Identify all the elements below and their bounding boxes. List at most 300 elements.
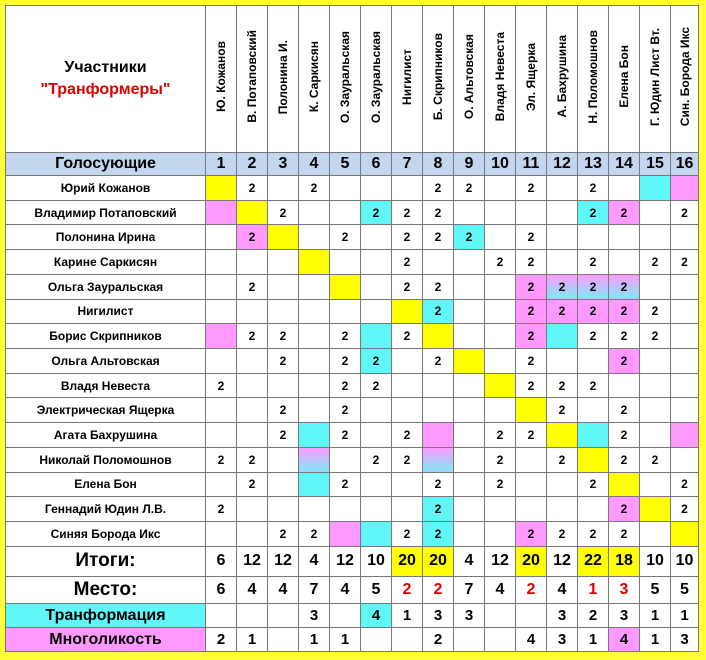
places-value: 4: [547, 576, 578, 604]
vote-cell: [206, 349, 237, 374]
participant-header: [206, 6, 237, 153]
participant-number: 3: [268, 153, 299, 176]
vote-cell: 2: [392, 200, 423, 225]
vote-cell: [330, 522, 361, 547]
vote-cell: [361, 472, 392, 497]
vote-cell: [330, 447, 361, 472]
vote-cell: [392, 299, 423, 324]
vote-cell: [237, 398, 268, 423]
vote-cell: 2: [671, 472, 699, 497]
vote-cell: [423, 373, 454, 398]
vote-cell: [237, 497, 268, 522]
vote-cell: [485, 349, 516, 374]
vote-cell: [671, 349, 699, 374]
vote-cell: [299, 497, 330, 522]
vote-cell: [454, 373, 485, 398]
participant-name: Н. Поломошнов: [586, 29, 600, 124]
vote-cell: [578, 225, 609, 250]
voter-name: Синяя Борода Икс: [6, 522, 206, 547]
vote-cell: 2: [237, 447, 268, 472]
vote-cell: [485, 274, 516, 299]
vote-cell: 2: [609, 349, 640, 374]
table-row: [6, 423, 699, 448]
voter-name: Владимир Потаповский: [6, 200, 206, 225]
voter-name: Николай Поломошнов: [6, 447, 206, 472]
table-row: [6, 175, 699, 200]
vote-cell: 2: [485, 250, 516, 275]
vote-cell: [516, 200, 547, 225]
vote-cell: 2: [609, 200, 640, 225]
vote-cell: [671, 274, 699, 299]
vote-cell: 2: [268, 324, 299, 349]
vote-cell: [206, 398, 237, 423]
multiface-value: 4: [516, 628, 547, 652]
vote-cell: [206, 225, 237, 250]
vote-cell: [299, 324, 330, 349]
vote-cell: [640, 274, 671, 299]
vote-cell: [578, 497, 609, 522]
vote-cell: [609, 250, 640, 275]
vote-cell: [640, 423, 671, 448]
places-value: 5: [361, 576, 392, 604]
vote-cell: 2: [671, 250, 699, 275]
vote-cell: [547, 175, 578, 200]
places-value: 5: [671, 576, 699, 604]
participant-name: Г. Юдин Лист Вт.: [648, 27, 662, 126]
vote-cell: 2: [640, 324, 671, 349]
vote-cell: 2: [268, 522, 299, 547]
vote-cell: [578, 398, 609, 423]
table-row: [6, 447, 699, 472]
vote-cell: 2: [392, 447, 423, 472]
multiface-value: 1: [299, 628, 330, 652]
vote-cell: [423, 398, 454, 423]
voter-name: Карине Саркисян: [6, 250, 206, 275]
voting-table: [5, 5, 699, 652]
participant-header: [330, 6, 361, 153]
participant-header: [423, 6, 454, 153]
vote-cell: 2: [299, 175, 330, 200]
transformation-value: 3: [609, 604, 640, 628]
vote-cell: [671, 225, 699, 250]
vote-cell: [609, 373, 640, 398]
vote-cell: [454, 274, 485, 299]
places-row: [6, 576, 699, 604]
vote-cell: [237, 200, 268, 225]
vote-cell: 2: [206, 373, 237, 398]
vote-cell: [671, 299, 699, 324]
vote-cell: [547, 225, 578, 250]
vote-cell: [392, 373, 423, 398]
vote-cell: 2: [392, 522, 423, 547]
vote-cell: 2: [330, 349, 361, 374]
vote-cell: 2: [237, 274, 268, 299]
participant-header: [547, 6, 578, 153]
vote-cell: [206, 299, 237, 324]
table-row: [6, 299, 699, 324]
vote-cell: 2: [578, 200, 609, 225]
vote-cell: 2: [423, 349, 454, 374]
vote-cell: [516, 472, 547, 497]
vote-cell: 2: [671, 200, 699, 225]
transformation-value: 3: [547, 604, 578, 628]
vote-cell: 2: [609, 299, 640, 324]
vote-cell: [640, 200, 671, 225]
vote-cell: 2: [578, 522, 609, 547]
totals-value: 18: [609, 546, 640, 576]
multiface-value: 2: [206, 628, 237, 652]
vote-cell: [485, 398, 516, 423]
transformation-value: [516, 604, 547, 628]
vote-cell: [516, 497, 547, 522]
vote-cell: [547, 200, 578, 225]
participant-header: [578, 6, 609, 153]
vote-cell: 2: [609, 522, 640, 547]
vote-cell: [268, 250, 299, 275]
vote-cell: 2: [268, 398, 299, 423]
multiface-value: [485, 628, 516, 652]
participant-number: 2: [237, 153, 268, 176]
participant-name: Владя Невеста: [493, 32, 507, 122]
totals-value: 12: [485, 546, 516, 576]
vote-cell: 2: [423, 472, 454, 497]
vote-cell: [671, 522, 699, 547]
vote-cell: 2: [423, 274, 454, 299]
vote-cell: [392, 472, 423, 497]
table-row: [6, 373, 699, 398]
vote-cell: 2: [609, 447, 640, 472]
vote-cell: 2: [547, 447, 578, 472]
vote-cell: 2: [516, 250, 547, 275]
vote-cell: 2: [392, 274, 423, 299]
transformation-value: 1: [671, 604, 699, 628]
vote-cell: [392, 497, 423, 522]
vote-cell: [361, 423, 392, 448]
vote-cell: 2: [485, 472, 516, 497]
vote-cell: 2: [392, 423, 423, 448]
vote-cell: [392, 175, 423, 200]
table-row: [6, 472, 699, 497]
vote-cell: 2: [392, 324, 423, 349]
participant-name: О. Альтовская: [462, 34, 476, 120]
vote-cell: [268, 175, 299, 200]
vote-cell: 2: [454, 225, 485, 250]
participant-name: Полонина И.: [276, 39, 290, 114]
participant-name: Син. Борода Икс: [677, 27, 692, 127]
table-row: [6, 274, 699, 299]
totals-value: 10: [671, 546, 699, 576]
vote-cell: 2: [516, 423, 547, 448]
vote-cell: 2: [609, 497, 640, 522]
vote-cell: 2: [578, 274, 609, 299]
totals-value: 20: [423, 546, 454, 576]
totals-row: [6, 546, 699, 576]
vote-cell: [516, 447, 547, 472]
vote-cell: [299, 299, 330, 324]
vote-cell: [609, 472, 640, 497]
vote-cell: [640, 522, 671, 547]
participant-number: 12: [547, 153, 578, 176]
vote-cell: [268, 472, 299, 497]
vote-cell: [640, 373, 671, 398]
vote-cell: [547, 423, 578, 448]
vote-cell: 2: [640, 299, 671, 324]
totals-value: 4: [454, 546, 485, 576]
vote-cell: 2: [516, 225, 547, 250]
vote-cell: [299, 423, 330, 448]
vote-cell: 2: [423, 175, 454, 200]
participant-number: 5: [330, 153, 361, 176]
vote-cell: [671, 398, 699, 423]
vote-cell: 2: [361, 373, 392, 398]
vote-cell: [237, 373, 268, 398]
places-value: 4: [237, 576, 268, 604]
vote-cell: [485, 225, 516, 250]
places-value: 6: [206, 576, 237, 604]
multiface-value: 2: [423, 628, 454, 652]
vote-cell: [330, 497, 361, 522]
vote-cell: [671, 324, 699, 349]
totals-value: 12: [237, 546, 268, 576]
participant-name: Б. Скрипников: [431, 33, 445, 121]
vote-cell: [299, 472, 330, 497]
places-value: 2: [516, 576, 547, 604]
vote-cell: [671, 373, 699, 398]
vote-cell: [423, 324, 454, 349]
totals-value: 10: [361, 546, 392, 576]
vote-cell: [330, 274, 361, 299]
transformation-label: Транформация: [6, 604, 206, 628]
participant-header: [268, 6, 299, 153]
totals-value: 12: [330, 546, 361, 576]
vote-cell: 2: [237, 472, 268, 497]
participant-number: 4: [299, 153, 330, 176]
transformation-value: [485, 604, 516, 628]
multiface-value: 1: [237, 628, 268, 652]
table-row: [6, 200, 699, 225]
participant-name: О. Зауральская: [369, 30, 383, 123]
places-label: Место:: [6, 576, 206, 604]
vote-cell: 2: [516, 324, 547, 349]
vote-cell: 2: [609, 324, 640, 349]
vote-cell: [578, 349, 609, 374]
vote-cell: [361, 175, 392, 200]
vote-cell: [485, 200, 516, 225]
vote-cell: [206, 200, 237, 225]
vote-cell: 2: [547, 373, 578, 398]
vote-cell: [609, 175, 640, 200]
multiface-value: [268, 628, 299, 652]
vote-cell: 2: [516, 522, 547, 547]
vote-cell: 2: [423, 200, 454, 225]
vote-cell: [330, 175, 361, 200]
vote-cell: [485, 175, 516, 200]
participant-header: [516, 6, 547, 153]
vote-cell: [206, 472, 237, 497]
participant-name: О. Зауральская: [338, 30, 352, 123]
vote-cell: [578, 423, 609, 448]
vote-cell: 2: [640, 250, 671, 275]
places-value: 2: [392, 576, 423, 604]
voter-name: Геннадий Юдин Л.В.: [6, 497, 206, 522]
participant-number: 1: [206, 153, 237, 176]
participant-number: 16: [671, 153, 699, 176]
vote-cell: [640, 398, 671, 423]
participant-header: [299, 6, 330, 153]
table-row: [6, 522, 699, 547]
voter-name: Борис Скрипников: [6, 324, 206, 349]
vote-cell: [237, 522, 268, 547]
vote-cell: [640, 175, 671, 200]
vote-cell: 2: [485, 423, 516, 448]
vote-cell: 2: [547, 299, 578, 324]
vote-cell: 2: [206, 497, 237, 522]
transformation-value: [268, 604, 299, 628]
totals-value: 12: [268, 546, 299, 576]
vote-cell: 2: [330, 472, 361, 497]
vote-cell: 2: [547, 274, 578, 299]
vote-cell: [206, 324, 237, 349]
vote-cell: 2: [330, 423, 361, 448]
voter-name: Электрическая Ящерка: [6, 398, 206, 423]
places-value: 2: [423, 576, 454, 604]
vote-cell: [299, 250, 330, 275]
vote-cell: [547, 497, 578, 522]
vote-cell: [485, 373, 516, 398]
vote-cell: [454, 447, 485, 472]
vote-cell: 2: [330, 324, 361, 349]
participant-number: 9: [454, 153, 485, 176]
places-value: 4: [268, 576, 299, 604]
vote-cell: 2: [268, 349, 299, 374]
participant-header: [361, 6, 392, 153]
multiface-value: 1: [578, 628, 609, 652]
vote-cell: [454, 250, 485, 275]
vote-cell: [206, 274, 237, 299]
vote-cell: [392, 349, 423, 374]
totals-value: 22: [578, 546, 609, 576]
participant-name: В. Потаповский: [245, 30, 259, 123]
vote-cell: [423, 250, 454, 275]
vote-cell: [299, 274, 330, 299]
vote-cell: [299, 373, 330, 398]
multiface-value: [392, 628, 423, 652]
transformation-value: 3: [423, 604, 454, 628]
transformation-value: 3: [299, 604, 330, 628]
vote-cell: [206, 423, 237, 448]
voter-name: Владя Невеста: [6, 373, 206, 398]
vote-cell: 2: [578, 250, 609, 275]
vote-cell: [640, 472, 671, 497]
totals-value: 6: [206, 546, 237, 576]
vote-cell: 2: [299, 522, 330, 547]
vote-cell: 2: [237, 175, 268, 200]
participant-name: К. Саркисян: [307, 41, 321, 113]
voter-name: Полонина Ирина: [6, 225, 206, 250]
participant-number: 6: [361, 153, 392, 176]
participant-number: 13: [578, 153, 609, 176]
vote-cell: [237, 250, 268, 275]
vote-cell: 2: [609, 423, 640, 448]
title-line-1: Участники: [64, 59, 147, 77]
totals-value: 10: [640, 546, 671, 576]
vote-cell: [485, 522, 516, 547]
transformation-value: [237, 604, 268, 628]
vote-cell: [392, 398, 423, 423]
vote-cell: 2: [237, 225, 268, 250]
transformation-value: 1: [640, 604, 671, 628]
vote-cell: [485, 324, 516, 349]
places-value: 7: [454, 576, 485, 604]
vote-cell: 2: [423, 299, 454, 324]
vote-cell: 2: [609, 398, 640, 423]
places-value: 4: [485, 576, 516, 604]
vote-cell: 2: [392, 225, 423, 250]
vote-cell: [268, 274, 299, 299]
vote-cell: [640, 349, 671, 374]
totals-value: 20: [516, 546, 547, 576]
vote-cell: 2: [578, 175, 609, 200]
vote-cell: [299, 447, 330, 472]
table-row: [6, 349, 699, 374]
vote-cell: 2: [516, 373, 547, 398]
transformation-value: 2: [578, 604, 609, 628]
totals-value: 4: [299, 546, 330, 576]
transformation-value: 4: [361, 604, 392, 628]
vote-cell: 2: [485, 447, 516, 472]
vote-cell: 2: [361, 349, 392, 374]
vote-cell: 2: [423, 522, 454, 547]
vote-cell: [206, 522, 237, 547]
vote-cell: [206, 250, 237, 275]
places-value: 4: [330, 576, 361, 604]
places-value: 1: [578, 576, 609, 604]
participant-header: [671, 6, 699, 153]
vote-cell: [423, 447, 454, 472]
participant-header: [640, 6, 671, 153]
places-value: 7: [299, 576, 330, 604]
participant-number: 10: [485, 153, 516, 176]
vote-cell: [454, 349, 485, 374]
vote-cell: 2: [330, 373, 361, 398]
table-row: [6, 324, 699, 349]
vote-cell: [361, 497, 392, 522]
voter-name: Ольга Альтовская: [6, 349, 206, 374]
vote-cell: 2: [671, 497, 699, 522]
vote-cell: [330, 250, 361, 275]
vote-cell: [454, 497, 485, 522]
table-row: [6, 497, 699, 522]
table-row: [6, 398, 699, 423]
voter-name: Елена Бон: [6, 472, 206, 497]
vote-cell: [268, 299, 299, 324]
vote-cell: [237, 423, 268, 448]
vote-cell: [268, 497, 299, 522]
participant-name: Ю. Кожанов: [214, 41, 228, 113]
vote-cell: 2: [330, 225, 361, 250]
vote-cell: 2: [206, 447, 237, 472]
participant-header: [237, 6, 268, 153]
vote-cell: 2: [547, 522, 578, 547]
multiface-value: 1: [330, 628, 361, 652]
vote-cell: [454, 472, 485, 497]
vote-cell: 2: [361, 200, 392, 225]
vote-cell: [485, 497, 516, 522]
title-line-2: "Транформеры": [40, 81, 171, 99]
vote-cell: [671, 423, 699, 448]
participant-name: Елена Бон: [617, 45, 631, 108]
vote-cell: 2: [578, 299, 609, 324]
